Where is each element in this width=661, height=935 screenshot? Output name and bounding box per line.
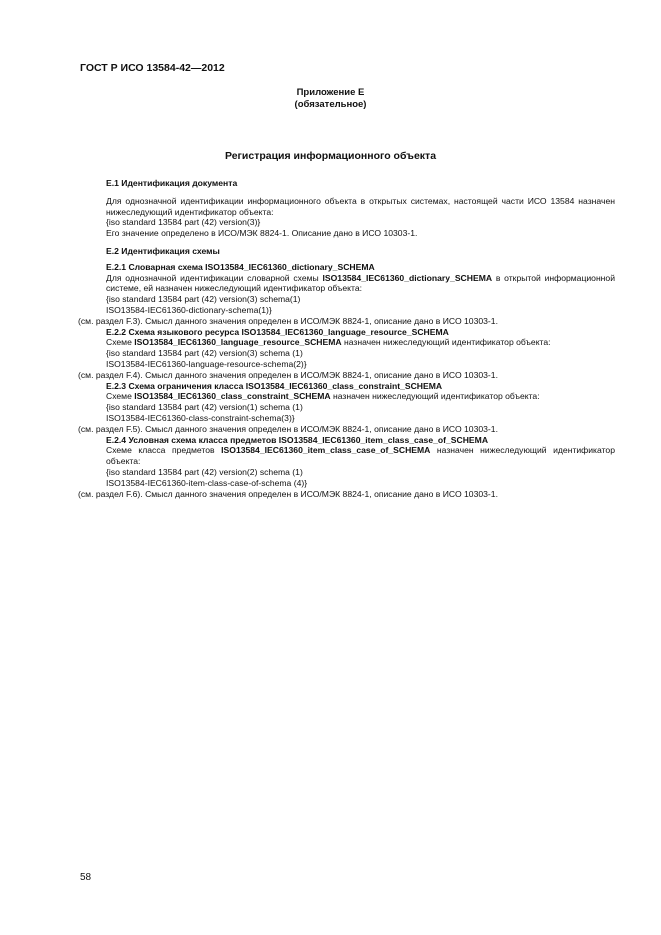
e2-4-note: (см. раздел F.6). Смысл данного значения определен в ИСО/МЭК 8824-1, описание дано в ИСО 10303-1.: [78, 488, 498, 499]
e2-2-paragraph: Схеме ISO13584_IEC61360_language_resource_SCHEMA назначен нижеследующий идентификатор объекта:: [106, 337, 551, 348]
schema-name: ISO13584_IEC61360_language_resource_SCHEMA: [134, 337, 342, 348]
appendix-heading: [0, 87, 661, 111]
schema-name: ISO13584_IEC61360_class_constraint_SCHEMA: [134, 391, 331, 402]
page-number: 58: [80, 872, 92, 883]
e2-1-oid-line2: ISO13584-IEC61360-dictionary-schema(1)}: [106, 304, 272, 315]
e2-2-oid-line1: {iso standard 13584 part (42) version(3) schema (1): [106, 348, 303, 359]
e2-1-note: (см. раздел F.3). Смысл данного значения определен в ИСО/МЭК 8824-1, описание дано в ИСО 10303-1.: [78, 315, 498, 326]
document-body: [78, 178, 615, 499]
section-title: Регистрация информационного объекта: [224, 150, 437, 162]
e2-2-oid-line2: ISO13584-IEC61360-language-resource-schema(2)}: [106, 358, 307, 369]
e1-oid: {iso standard 13584 part (42) version(3)}: [106, 217, 261, 228]
appendix-title: Приложение Е: [296, 87, 365, 98]
e1-note: Его значение определено в ИСО/МЭК 8824-1. Описание дано в ИСО 10303-1.: [106, 228, 418, 239]
e1-paragraph: Для однозначной идентификации информационного объекта в открытых системах, настоящей части ИСО 13584 назначен нижеследующий идентификатор объекта:: [106, 195, 615, 217]
e2-1-paragraph: Для однозначной идентификации словарной схемы ISO13584_IEC61360_dictionary_SCHEMA в открытой информационной системе, ей назначен нижеследующий идентификатор объекта:: [106, 272, 616, 294]
heading-e2-1: Е.2.1 Словарная схема ISO13584_IEC61360_dictionary_SCHEMA: [106, 261, 375, 272]
e2-3-note: (см. раздел F.5). Смысл данного значения определен в ИСО/МЭК 8824-1, описание дано в ИСО 10303-1.: [78, 423, 498, 434]
document-header: ГОСТ Р ИСО 13584-42—2012: [80, 62, 225, 74]
e2-3-oid-line2: ISO13584-IEC61360-class-constraint-schema(3)}: [106, 412, 295, 423]
e2-4-oid-line1: {iso standard 13584 part (42) version(2) schema (1): [106, 466, 303, 477]
heading-e2-4: Е.2.4 Условная схема класса предметов ISO13584_IEC61360_item_class_case_of_SCHEMA: [106, 434, 489, 445]
schema-name: ISO13584_IEC61360_item_class_case_of_SCHEMA: [221, 445, 431, 456]
e2-3-paragraph: Схеме ISO13584_IEC61360_class_constraint_SCHEMA назначен нижеследующий идентификатор объекта:: [106, 391, 540, 402]
e2-4-paragraph: Схеме класса предметов ISO13584_IEC61360_item_class_case_of_SCHEMA назначен нижеследующий идентификатор объекта:: [106, 445, 615, 467]
schema-name: ISO13584_IEC61360_dictionary_SCHEMA: [322, 272, 493, 283]
e2-4-oid-line2: ISO13584-IEC61360-item-class-case-of-schema (4)}: [106, 477, 308, 488]
e2-2-note: (см. раздел F.4). Смысл данного значения определен в ИСО/МЭК 8824-1, описание дано в ИСО 10303-1.: [78, 369, 498, 380]
heading-e2: Е.2 Идентификация схемы: [106, 245, 220, 256]
e2-1-oid-line1: {iso standard 13584 part (42) version(3) schema(1): [106, 294, 301, 305]
heading-e2-3: Е.2.3 Схема ограничения класса ISO13584_IEC61360_class_constraint_SCHEMA: [106, 380, 443, 391]
heading-e1: Е.1 Идентификация документа: [106, 178, 238, 188]
e2-3-oid-line1: {iso standard 13584 part (42) version(1) schema (1): [106, 402, 303, 413]
appendix-subtitle: (обязательное): [294, 99, 367, 110]
heading-e2-2: Е.2.2 Схема языкового ресурса ISO13584_IEC61360_language_resource_SCHEMA: [106, 326, 449, 337]
